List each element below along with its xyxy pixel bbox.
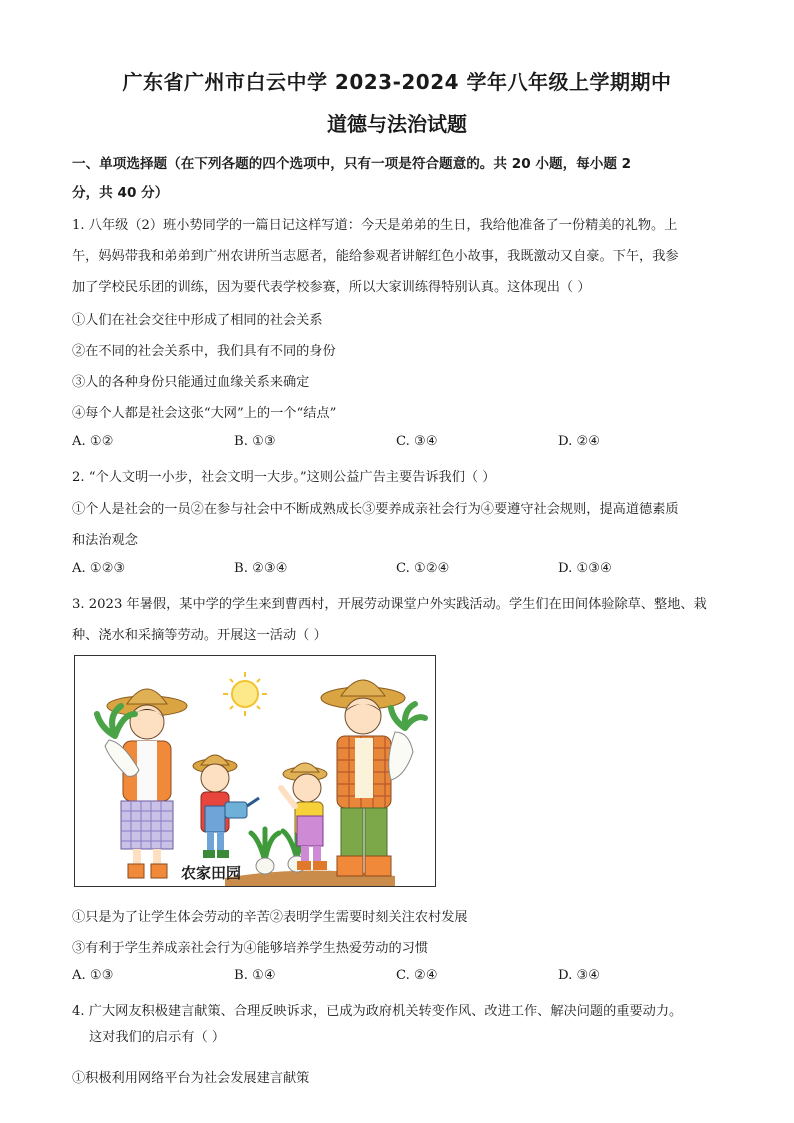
q1-statement-1: ①人们在社会交往中形成了相同的社会关系 — [72, 313, 323, 328]
page-title: 广东省广州市白云中学 2023-2024 学年八年级上学期期中 — [122, 70, 672, 94]
sun-icon — [223, 672, 267, 716]
q2-option-b: B. ②③④ — [234, 561, 288, 576]
q2-option-a: A. ①②③ — [72, 561, 126, 576]
child-figure-left — [193, 755, 259, 858]
q1-option-a: A. ①② — [72, 434, 114, 449]
q1-stem-line3: 加了学校民乐团的训练，因为要代表学校参赛，所以大家训练得特别认真。这体现出（ ） — [72, 280, 591, 295]
q2-statements: ①个人是社会的一员②在参与社会中不断成熟成长③要养成亲社会行为④要遵守社会规则，提高道德素质 — [72, 502, 679, 517]
father-figure — [321, 680, 425, 876]
child-figure-right — [281, 763, 327, 870]
q1-statement-4: ④每个人都是社会这张“大网”上的一个“结点” — [72, 406, 337, 421]
q4-stem-line2: 这对我们的启示有（ ） — [89, 1030, 226, 1045]
q4-statement-1: ①积极利用网络平台为社会发展建言献策 — [72, 1071, 310, 1086]
farm-illustration — [74, 655, 436, 887]
q3-option-c: C. ②④ — [396, 968, 438, 983]
q2-stem: 2. “个人文明一小步，社会文明一大步。”这则公益广告主要告诉我们（ ） — [72, 470, 496, 485]
farm-scene-svg — [75, 656, 435, 886]
q2-option-d: D. ①③④ — [558, 561, 612, 576]
q1-statement-3: ③人的各种身份只能通过血缘关系来确定 — [72, 375, 310, 390]
q4-stem-line1: 4. 广大网友积极建言献策、合理反映诉求，已成为政府机关转变作风、改进工作、解决问题的重要动力。 — [72, 1004, 683, 1019]
q1-stem-line1: 1. 八年级（2）班小势同学的一篇日记这样写道：今天是弟弟的生日，我给他准备了一份精美的礼物。上 — [72, 218, 678, 233]
q1-stem-line2: 午，妈妈带我和弟弟到广州农讲所当志愿者，能给参观者讲解红色小故事，我既激动又自豪。下午，我参 — [72, 249, 679, 264]
q2-option-c: C. ①②④ — [396, 561, 450, 576]
q2-statements-cont: 和法治观念 — [72, 533, 138, 548]
q3-statements-3-4: ③有利于学生养成亲社会行为④能够培养学生热爱劳动的习惯 — [72, 941, 429, 956]
illustration-caption: 农家田园 — [181, 864, 242, 882]
q3-stem-line1: 3. 2023 年暑假，某中学的学生来到曹西村，开展劳动课堂户外实践活动。学生们在田间体验除草、整地、栽 — [72, 597, 707, 612]
q3-stem-line2: 种、浇水和采摘等劳动。开展这一活动（ ） — [72, 628, 327, 643]
section-heading-cont: 分，共 40 分） — [72, 185, 169, 201]
q1-option-c: C. ③④ — [396, 434, 438, 449]
page-subtitle: 道德与法治试题 — [327, 112, 467, 136]
q3-option-b: B. ①④ — [234, 968, 276, 983]
section-heading: 一、单项选择题（在下列各题的四个选项中，只有一项是符合题意的。共 20 小题，每小题 2 — [72, 156, 632, 172]
q3-statements-1-2: ①只是为了让学生体会劳动的辛苦②表明学生需要时刻关注农村发展 — [72, 910, 468, 925]
q3-option-a: A. ①③ — [72, 968, 114, 983]
q1-option-b: B. ①③ — [234, 434, 276, 449]
mother-figure — [97, 689, 187, 878]
q1-option-d: D. ②④ — [558, 434, 601, 449]
q1-statement-2: ②在不同的社会关系中，我们具有不同的身份 — [72, 344, 336, 359]
q3-option-d: D. ③④ — [558, 968, 601, 983]
